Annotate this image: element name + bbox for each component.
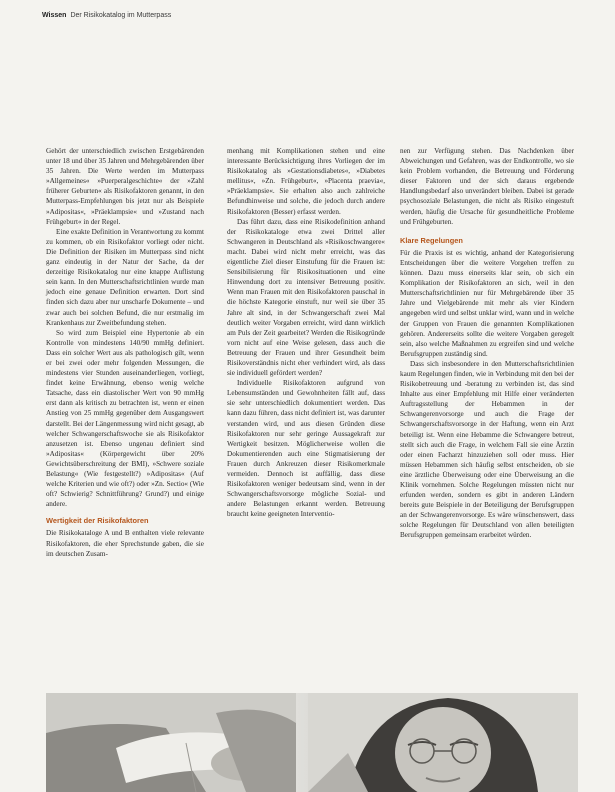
section-heading-klare-regelungen: Klare Regelungen: [400, 235, 463, 245]
col3-paragraph-2: Für die Praxis ist es wichtig, anhand der Kategorisierung Entscheidungen über die weitere Vorgehen treffen zu können. Dazu muss einerseits klar sein, ob sich ein Komplikation der Risikofaktoren an sich, weil in den Mutterschaftsrichtlinien nur für Mehrgebärende über 35 Jahre und Vielgebärende mit mehr als vier Kindern angegeben wird und selbst unklar wird, wann und in welche der Gruppen von Frauen die genannten Komplikationen gehören. Andererseits sollte die weitere Vorgaben geregelt sein, also welche Maßnahmen zu ergreifen sind und welche Berufsgruppen zuständig sind.: [400, 248, 574, 358]
column-3: [400, 146, 574, 541]
photo-left-reading-hands: [46, 693, 296, 792]
section-label: Wissen: [42, 12, 67, 19]
col2-paragraph-2: Das führt dazu, dass eine Risikodefinition anhand der Risikokataloge etwa zwei Drittel aller Schwangeren in Deutschland als »Risikoschwangere« macht. Dabei wird nicht mehr erreicht, was das eigentliche Ziel dieser Einstufung für die Frauen ist: Sensibilisierung für Risikosituationen und eine Hinwendung dort zu intensiver Betreuung positiv. Wenn man Frauen mit den Risikofaktoren pauschal in die höchste Kategorie einstuft, nur weil sie über 35 Jahre alt sind, in der Schwangerschaft zwei Mal deutlich weiter Vorgaben erreicht, wird dann wirklich am Puls der Zeit gearbeitet? Werden die Risikogründe vorn nicht auf eine Weise gelesen, dass auch die Betreuung der Frauen und ihrer Gesundheit beim Risikoverständnis nicht eher verhindert wird, als dass sie individuell gefördert werden?: [227, 217, 385, 378]
col3-paragraph-1: nen zur Verfügung stehen. Das Nachdenken über Abweichungen und Gefahren, was der Endkontrolle, wo sie kein Problem vorhanden, die Betreuung und Förderung dieser Faktoren und der sich daraus ergebende Handlungsbedarf also unverändert bleiben. Dabei ist gerade psychosoziale Belastungen, die nicht als Risiko eingestuft werden, häufig die Ursache für gesundheitliche Probleme und Frühgeburten.: [400, 147, 574, 226]
col1-paragraph-1: Gehört der unterschiedlich zwischen Erstgebärenden unter 18 und über 35 Jahren und Mehrgebärenden über 35 Jahren. Die Werte werden im Mutterpass »Allgemeines« »Puerperalgeschichte« der »Zahl früherer Geburten« als Risikofaktoren genannt, in den Mutterpass-Empfehlungen bis jetzt nur als Beispiele »Adipositas«, »Präeklampsie« und »Zustand nach Frühgeburt« in der Regel.: [46, 147, 204, 226]
column-2: [227, 146, 385, 519]
photo-pregnant-woman-reading: [46, 693, 578, 792]
col2-paragraph-3: Individuelle Risikofaktoren aufgrund von Lebensumständen und Gewohnheiten fällt auf, dass sie sehr unterschiedlich dokumentiert werden. Das kann dazu führen, dass nicht definiert ist, was darunter verstanden wird, und aus diesen Gründen diese Risikofaktoren nur sehr geringe Aussagekraft zur Wertigkeit besitzen. Möglicherweise wollen die Dokumentierenden auch eine Stigmatisierung der Frauen durch Ankreuzen dieser Risikomerkmale vermeiden. Dennoch ist auffällig, dass diese Risikofaktoren weniger bedeutsam sind, wenn in der Schwangerschaftsvorsorge mögliche Sozial- und andere Belastungen erkannt werden. Betreuung braucht keine geeigneten Interventio-: [227, 379, 385, 519]
col2-paragraph-1: menhang mit Komplikationen stehen und eine interessante Berücksichtigung ihres Vorliegen der im Risikokatalog als »Gestationsdiabetes«, »Diabetes mellitus«, »Zn. Frühgeburt«, »Placenta praevia«, »Präeklampsie«. Sie erhalten also auch zahlreiche Befundhinweise und solche, die jedoch durch andere Risikofaktoren (Besser) erfasst werden.: [227, 147, 385, 216]
col1-section-paragraph: Die Risikokataloge A und B enthalten viele relevante Risikofaktoren, die eher Sprechstunde gaben, die sie im deutschen Zusam-: [46, 529, 204, 558]
running-header: [42, 12, 171, 19]
section-heading-wertigkeit: Wertigkeit der Risikofaktoren: [46, 516, 149, 526]
column-1: [46, 146, 204, 559]
header-title: Der Risikokatalog im Mutterpass: [70, 12, 172, 19]
col3-paragraph-3: Dass sich insbesondere in den Mutterschaftsrichtlinien kaum Regelungen finden, wie in Verbindung mit den bei der Risikobetreuung und -beratung zu verbinden ist, das sind Inhalte aus einer Empfehlung mit Hilfe einer veränderten Auftragsstellung der Hebammen in der Schwangerenvorsorge und auch die Frage der Schwangerschaftsvorsorge in der Haftung, wenn ein Arzt beteiligt ist. Wenn eine Hebamme die Schwangere betreut, stellt sich auch die Frage, in welchem Fall sie eine Ärztin oder einen Facharzt hinzuziehen soll oder muss. Hier müssen Hebammen sich häufig selbst entscheiden, ob sie eine ärztliche Überweisung oder eine Überweisung an die Klinik vornehmen. Solche Regelungen müssten nicht nur erfunden werden, sondern es gibt in anderen Ländern bereits gute Beispiele in der Beteiligung der Berufsgruppen an der Schwangerenvorsorge. Es wäre wünschenswert, dass solche Regelungen für Deutschland von allen beteiligten Berufsgruppen gemeinsam erarbeitet würden.: [400, 359, 574, 540]
col1-paragraph-2: Eine exakte Definition in Verantwortung zu kommt zu kommen, ob ein Risikofaktor vorliegt oder nicht. Die Definition der Risiken im Mutterpass sind nicht ganz eindeutig in der Natur der Sache, da der derzeitige Risikokatalog nur eine knappe Auflistung sein kann. In den Mutterschaftsrichtlinien wurde man jedoch eine genaue Definition erwarten. Dort sind finden sich dazu aber nur unscharfe Dokumente – und zwar auch bei solchen Befund, die nur erstmalig im Krankenhaus zur Zweitbefundung stehen.: [46, 227, 204, 327]
col1-paragraph-3: So wird zum Beispiel eine Hypertonie ab ein Kontrolle von mindestens 140/90 mmHg definiert. Dass ein solcher Wert aus als pathologisch gilt, wenn er bei zwei oder mehr folgenden Messungen, die mindestens vier Stunden auseinanderliegen, vorliegt, findet keine Erwähnung, ebenso wenig welche Tatsache, dass ein diastolischer Wert von 90 mmHg erst dann als kritisch zu betrachten ist, wenn er einen Anstieg von 25 mmHg gegenüber dem Ausgangswert darstellt. Bei der Längenmessung wird nicht gesagt, ab welcher Schwangerschaftswoche sie als Risikofaktor anzusetzen ist. Ebenso ungenau definiert sind »Adipositas« (Körpergewicht über 20% Gewichtsüberschreitung der BMI), »Schwere soziale Belastung« (Wie festgestellt?) »Adipositas« (Auf welche Kriterien und wie oft?) oder »Zn. Sectio« (Wie oft? Schwierig? Schnittführung? Grund?) und einige andere.: [46, 328, 204, 509]
photo-right-woman-face: [308, 693, 578, 792]
